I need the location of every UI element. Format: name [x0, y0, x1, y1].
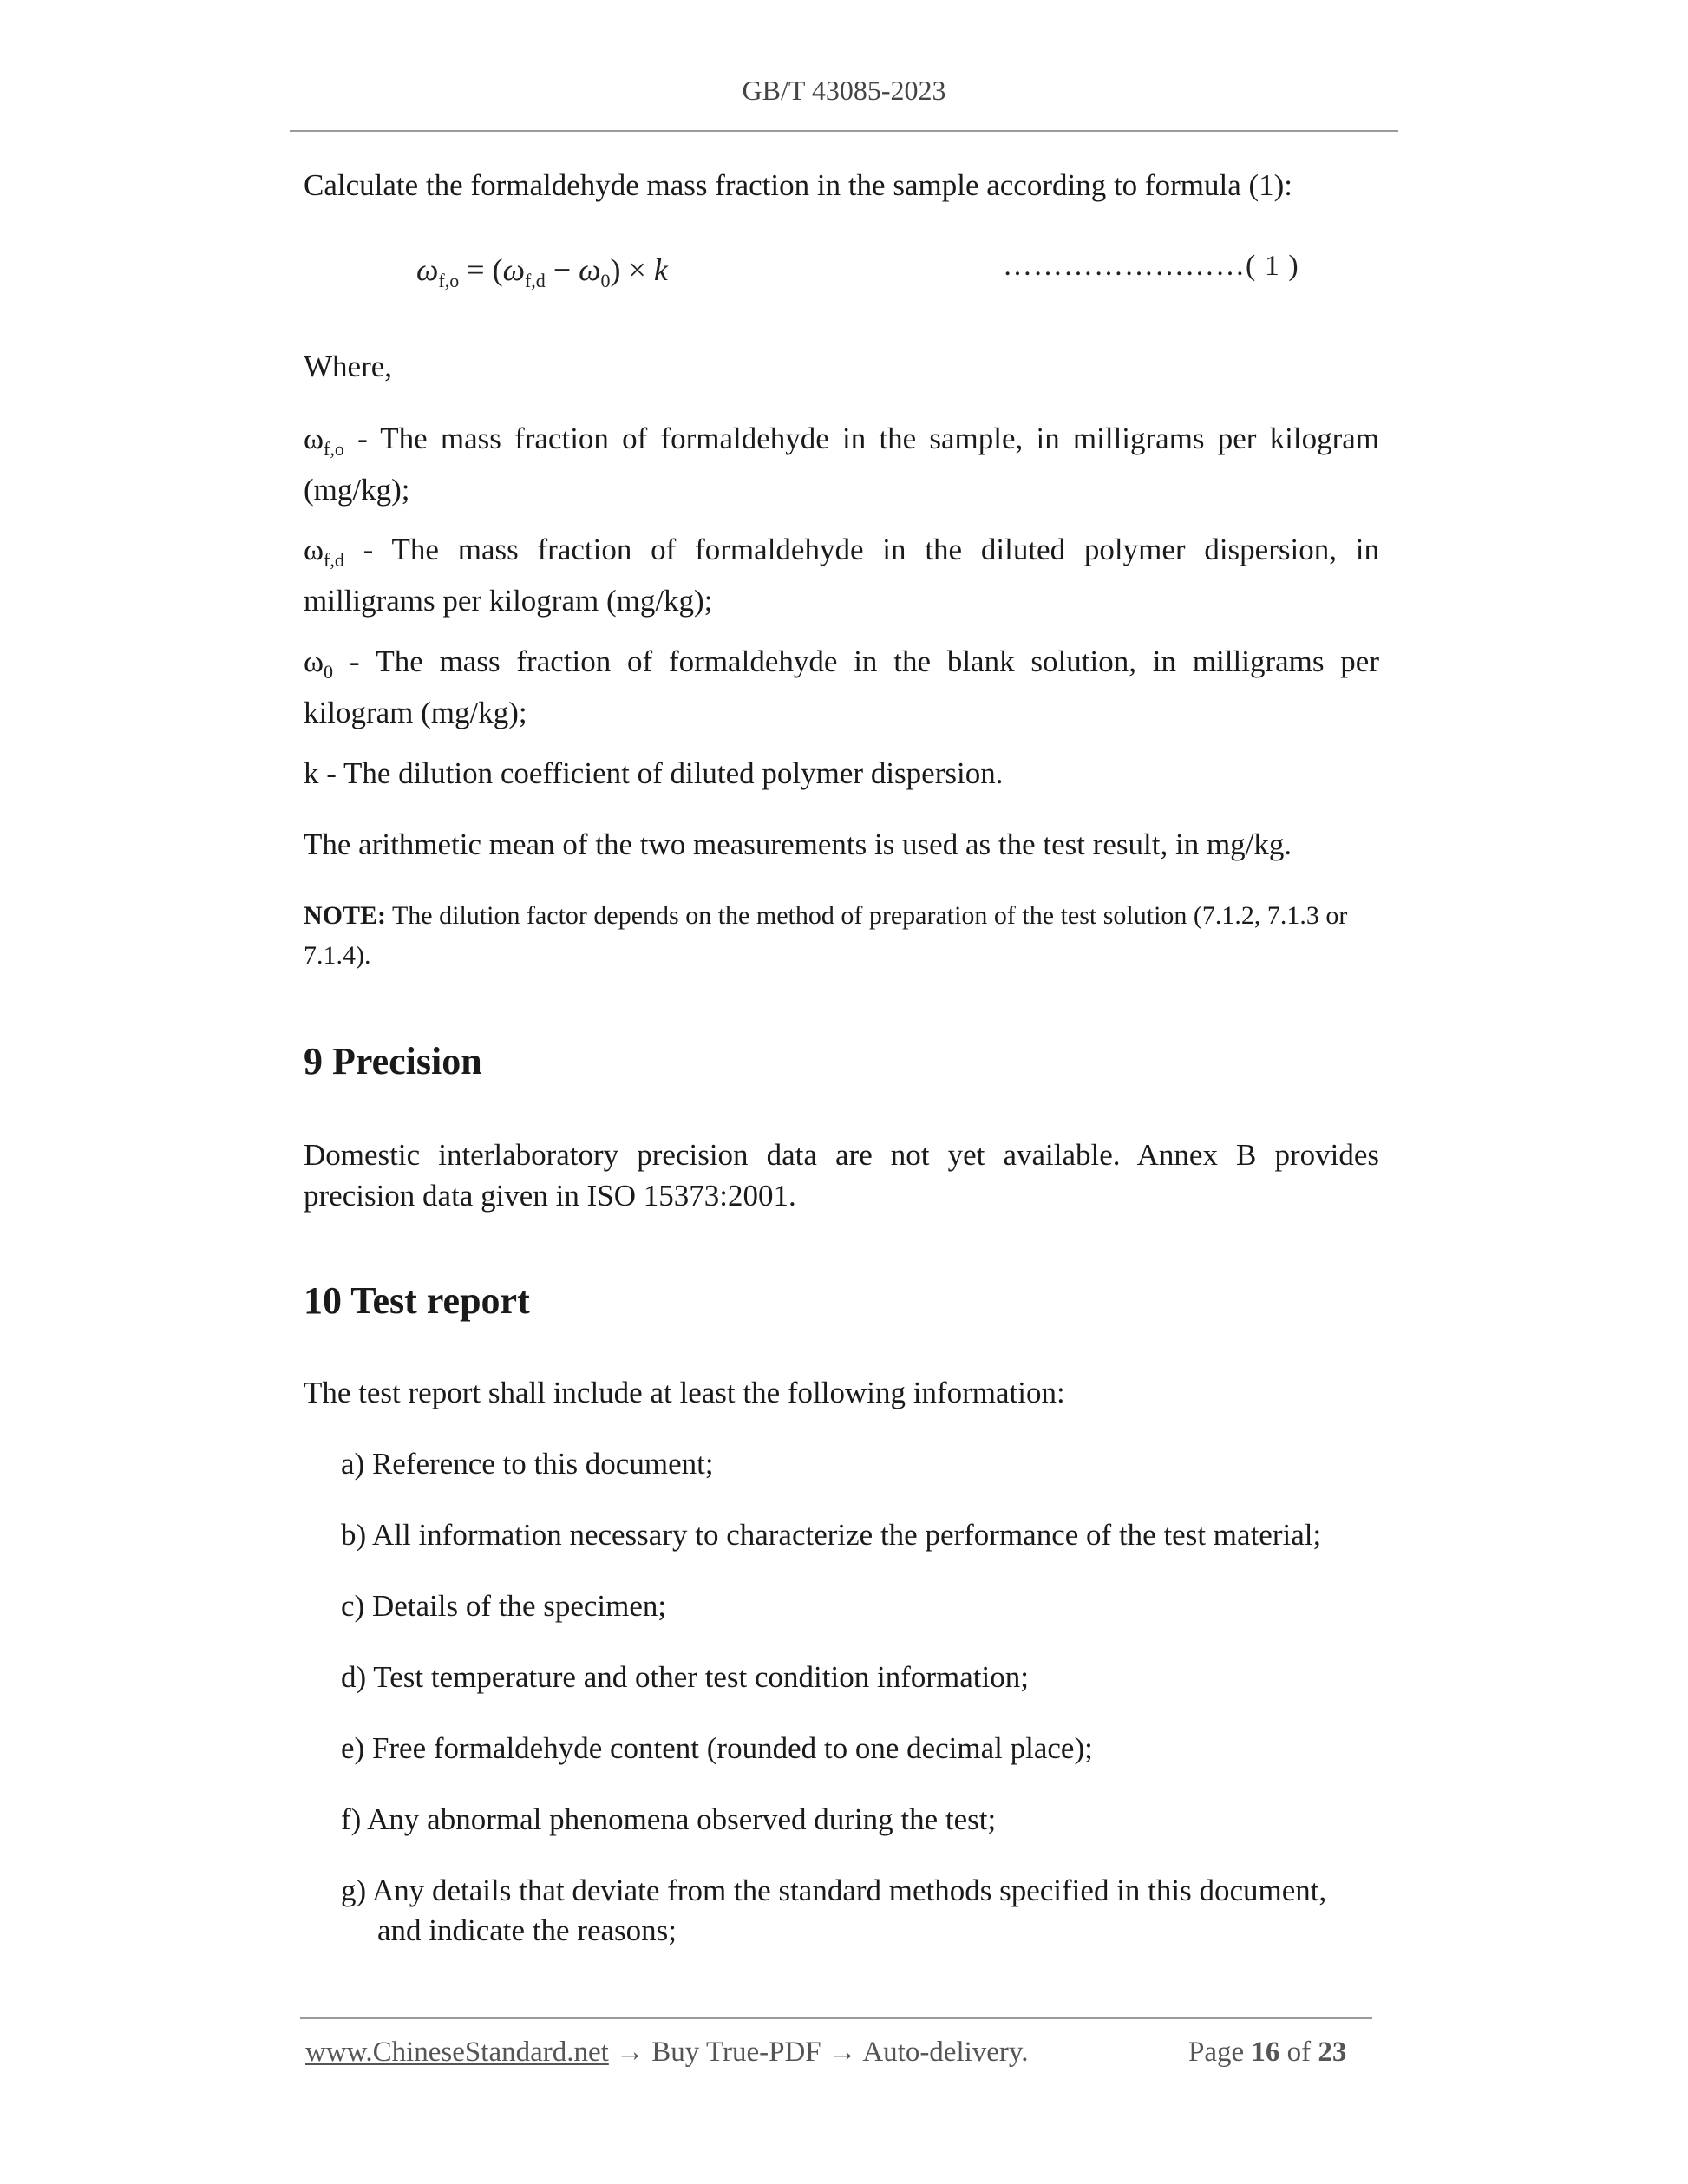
definition-sub: 0 — [324, 661, 334, 683]
formula-times: × — [628, 252, 646, 287]
formula-minus: − — [553, 252, 572, 287]
formula-lhs-sub: f,o — [438, 270, 460, 292]
where-label: Where, — [304, 350, 393, 383]
footer-buy-text: Buy True-PDF — [651, 2037, 821, 2068]
page-indicator — [1188, 2037, 1346, 2069]
formula-factor: k — [653, 252, 668, 287]
definition-item — [304, 641, 1379, 733]
definition-symbol: k — [304, 756, 319, 790]
list-item-continuation: and indicate the reasons; — [377, 1913, 677, 1947]
footer-delivery-text: Auto-delivery. — [862, 2037, 1029, 2068]
list-item: e) Free formaldehyde content (rounded to one decimal place); — [341, 1731, 1093, 1765]
formula-open-paren: ( — [492, 252, 503, 287]
definition-symbol: ω — [304, 533, 324, 566]
section-10-intro: The test report shall include at least the following information: — [304, 1376, 1065, 1409]
definition-text: - The mass fraction of formaldehyde in the blank solution, in milligrams per kilogram (mg/kg); — [304, 644, 1379, 729]
footer-links — [305, 2037, 1029, 2069]
formula-close-paren: ) — [610, 252, 621, 287]
list-item: f) Any abnormal phenomena observed during the test; — [341, 1802, 997, 1836]
list-item: a) Reference to this document; — [341, 1447, 714, 1481]
definition-text: - The mass fraction of formaldehyde in the diluted polymer dispersion, in milligrams per kilogram (mg/kg); — [304, 533, 1379, 618]
formula-term1-symbol: ω — [502, 252, 525, 287]
header-rule — [290, 130, 1398, 132]
header-standard-code: GB/T 43085-2023 — [742, 75, 946, 106]
formula-term2-symbol: ω — [579, 252, 601, 287]
definition-sub: f,d — [324, 549, 344, 571]
definition-item — [304, 529, 1379, 621]
definition-text: - The dilution coefficient of diluted polymer dispersion. — [318, 756, 1004, 790]
section-9-body: Domestic interlaboratory precision data are not yet available. Annex B provides precision data given in ISO 15373:2001. — [304, 1138, 1379, 1213]
definition-symbol: ω — [304, 644, 324, 678]
definition-sub: f,o — [324, 438, 344, 460]
arrow-icon: → — [608, 2037, 652, 2068]
list-item: g) Any details that deviate from the standard methods specified in this document, — [341, 1873, 1327, 1907]
definition-item — [304, 418, 1379, 510]
page-label: Page — [1188, 2037, 1245, 2068]
section-10-heading: 10 Test report — [304, 1279, 530, 1322]
total-pages: 23 — [1318, 2037, 1347, 2068]
footer-website-link[interactable]: www.ChineseStandard.net — [305, 2037, 609, 2068]
formula-lhs-symbol: ω — [416, 252, 439, 287]
definition-item — [304, 753, 1379, 794]
page-number: 16 — [1251, 2037, 1280, 2068]
footer-rule — [300, 2017, 1372, 2019]
note-label: NOTE: — [304, 901, 387, 930]
formula-1 — [416, 252, 668, 292]
formula-term2-sub: 0 — [600, 270, 611, 292]
note-text: The dilution factor depends on the method of preparation of the test solution (7.1.2, 7.1.3 or 7.1.4). — [304, 901, 1348, 970]
list-item: c) Details of the specimen; — [341, 1589, 667, 1623]
definition-symbol: ω — [304, 422, 324, 455]
section-9-heading: 9 Precision — [304, 1040, 482, 1082]
mean-statement: The arithmetic mean of the two measurements is used as the test result, in mg/kg. — [304, 827, 1292, 861]
equation-number: ……………………( 1 ) — [1003, 250, 1299, 282]
formula-equals: = — [467, 252, 485, 287]
of-label: of — [1286, 2037, 1312, 2068]
formula-term1-sub: f,d — [524, 270, 546, 292]
arrow-icon: → — [821, 2037, 863, 2068]
list-item: d) Test temperature and other test condition information; — [341, 1660, 1029, 1694]
note-paragraph — [304, 896, 1379, 976]
definition-text: - The mass fraction of formaldehyde in the sample, in milligrams per kilogram (mg/kg); — [304, 422, 1379, 507]
intro-paragraph: Calculate the formaldehyde mass fraction in the sample according to formula (1): — [304, 168, 1293, 202]
list-item: b) All information necessary to characterize the performance of the test material; — [341, 1518, 1322, 1552]
